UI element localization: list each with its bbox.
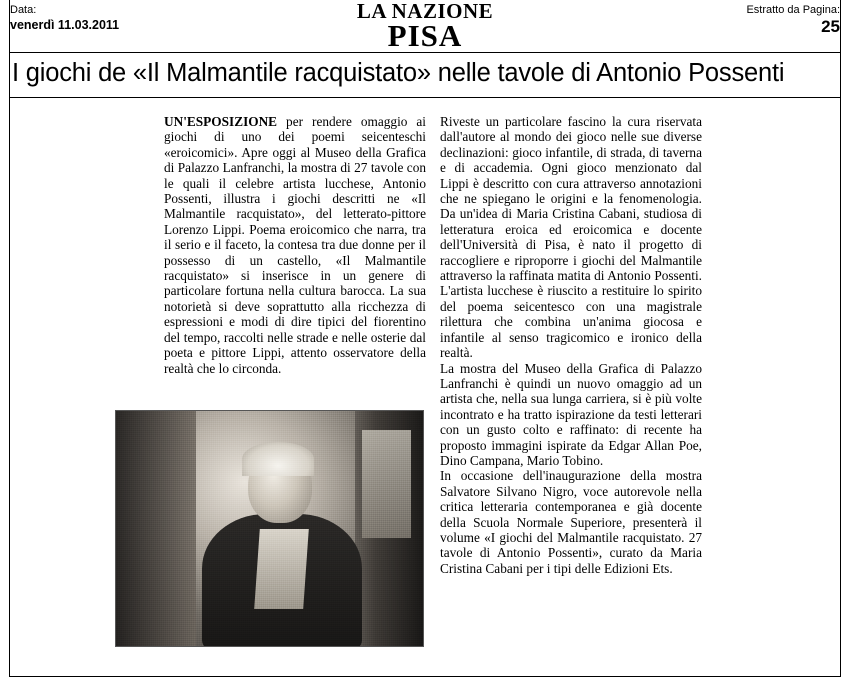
date-value: venerdì 11.03.2011 (10, 18, 120, 32)
headline-band (0, 53, 850, 95)
article-headline: I giochi de «Il Malmantile racquistato» nelle tavole di Antonio Possenti (12, 59, 785, 87)
column-container (12, 108, 838, 658)
article-column-2 (440, 114, 702, 576)
article-column-1 (164, 114, 426, 376)
column-2-paragraph-2: La mostra del Museo della Grafica di Palazzo Lanfranchi è quindi un nuovo omaggio ad un artista che, nella sua lunga carriera, si è più volte incontrato e ha tratto ispirazione da testi letterari con un gusto colto e raffinato: di recente ha proposto immagini ispirate da Edgar Allan Poe, Dino Campana, Mario Tobino. (440, 360, 702, 468)
column-1-paragraph: UN'ESPOSIZIONE per rendere omaggio ai giochi di uno dei poemi seicenteschi «eroicomici». Apre oggi al Museo della Grafica di Palazzo Lanfranchi, la mostra di 27 tavole con le quali il celebre artista lucchese, Antonio Possenti, illustra i giochi descritti ne «Il Malmantile racquistato», del letterato-pittore Lorenzo Lippi. Poema eroicomico che narra, tra il serio e il faceto, la contesa tra due donne per il possesso di un castello, «Il Malmantile racquistato» si inserisce in un genere di particolare fortuna nella cultura barocca. La sua notorietà si deve soprattutto alla ricchezza di espressioni e modi di dire tipici del fiorentino del tempo, raccolti nelle strade e nelle osterie dal poeta e pittore Lippi, attento osservatore della realtà che lo circonda. (164, 114, 426, 376)
article-body (0, 98, 850, 658)
photo-grain-overlay (116, 411, 423, 646)
column-2-paragraph-1: Riveste un particolare fascino la cura riservata dall'autore al mondo dei gioco nelle sue diverse declinazioni: gioco infantile, di strada, di taverna e di accademia. Ogni gioco menzionato dal Lippi è descritto con cura attraverso annotazioni che ne spiegano le origini e la fenomenologia. Da un'idea di Maria Cristina Cabani, studiosa di letteratura eroica ed eroicomica e docente dell'Università di Pisa, è nato il progetto di raccogliere e riproporre i giochi del Malmantile attraverso la raffinata matita di Antonio Possenti. L'artista lucchese è riuscito a restituire lo spirito del poema seicentesco con una magistrale rilettura che combina un'anima giocosa e infantile al senso tragicomico e ironico della realtà. (440, 114, 702, 361)
article-photo (115, 410, 424, 647)
page-bottom-divider (9, 676, 841, 677)
edition-name: PISA (387, 18, 463, 53)
masthead (0, 0, 850, 52)
page-block (746, 4, 840, 37)
date-label: Data: (10, 4, 37, 16)
newspaper-name: LA NAZIONE (356, 0, 494, 23)
newspaper-logo (0, 0, 850, 51)
page-number: 25 (821, 17, 840, 36)
column-2-paragraph-3: In occasione dell'inaugurazione della mostra Salvatore Silvano Nigro, voce autorevole nella critica letteraria contemporanea e già docente della Scuola Normale Superiore, presenterà il volume «I giochi del Malmantile racquistato. 27 tavole di Antonio Possenti», curato da Maria Cristina Cabani per i tipi delle Edizioni Ets. (440, 468, 702, 576)
extract-label: Estratto da Pagina: (746, 4, 840, 16)
